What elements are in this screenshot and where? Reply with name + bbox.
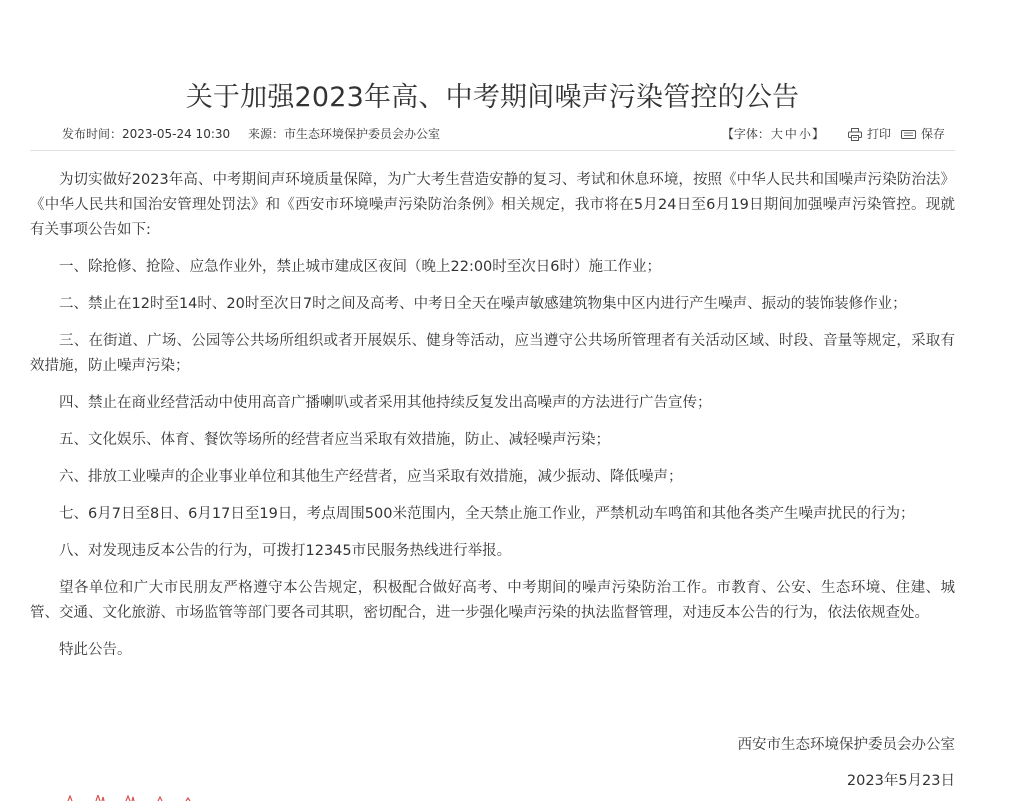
printer-icon xyxy=(848,128,862,141)
font-size-prefix: 【字体： xyxy=(721,127,770,141)
page-title: 关于加强2023年高、中考期间噪声污染管控的公告 xyxy=(185,82,800,114)
article-tools xyxy=(722,124,945,144)
paragraph-item-3: 三、在街道、广场、公园等公共场所组织或者开展娱乐、健身等活动，应当遵守公共场所管理者有关活动区域、时段、音量等规定，采取有效措施，防止噪声污染； xyxy=(30,333,955,374)
font-size-large-button[interactable]: 大 xyxy=(770,127,783,141)
paragraph-closing: 特此公告。 xyxy=(59,642,132,658)
signature-date: 2023年5月23日 xyxy=(846,773,955,789)
save-button[interactable] xyxy=(901,124,945,144)
publish-time: 发布时间：2023-05-24 10:30 xyxy=(62,127,231,141)
paragraph-conclusion: 望各单位和广大市民朋友严格遵守本公告规定，积极配合做好高考、中考期间的噪声污染防治工作。市教育、公安、生态环境、住建、城管、交通、文化旅游、市场监管等部门要各司其职，密切配合，进一步强化噪声污染的执法监督管理，对违反本公告的行为，依法依规查处。 xyxy=(30,580,955,621)
font-size-medium-button[interactable]: 中 xyxy=(784,127,797,141)
article-meta-bar xyxy=(30,124,955,151)
seal-fragment-image xyxy=(60,795,200,801)
paragraph-item-1: 一、除抢修、抢险、应急作业外，禁止城市建成区夜间（晚上22:00时至次日6时）施工作业； xyxy=(59,259,662,275)
paragraph-item-4: 四、禁止在商业经营活动中使用高音广播喇叭或者采用其他持续反复发出高噪声的方法进行广告宣传； xyxy=(59,395,712,411)
paragraph-item-8: 八、对发现违反本公告的行为，可拨打12345市民服务热线进行举报。 xyxy=(59,543,512,559)
save-icon xyxy=(901,130,916,139)
paragraph-intro: 为切实做好2023年高、中考期间声环境质量保障，为广大考生营造安静的复习、考试和休息环境，按照《中华人民共和国噪声污染防治法》《中华人民共和国治安管理处罚法》和《西安市环境噪声污染防治条例》相关规定，我市将在5月24日至6月19日期间加强噪声污染管控。现就有关事项公告如下: xyxy=(30,172,955,238)
paragraph-item-6: 六、排放工业噪声的企业事业单位和其他生产经营者，应当采取有效措施，减少振动、降低噪声； xyxy=(59,469,683,485)
paragraph-item-5: 五、文化娱乐、体育、餐饮等场所的经营者应当采取有效措施，防止、减轻噪声污染； xyxy=(59,432,610,448)
save-label: 保存 xyxy=(920,127,945,141)
font-size-selector xyxy=(722,124,824,144)
article-source: 来源：市生态环境保护委员会办公室 xyxy=(247,127,440,141)
paragraph-item-2: 二、禁止在12时至14时、20时至次日7时之间及高考、中考日全天在噪声敏感建筑物集中区内进行产生噪声、振动的装饰装修作业； xyxy=(59,296,907,312)
signature-organization: 西安市生态环境保护委员会办公室 xyxy=(737,737,955,753)
article-body xyxy=(30,168,955,675)
font-size-suffix: 】 xyxy=(811,127,824,141)
print-label: 打印 xyxy=(866,127,891,141)
paragraph-item-7: 七、6月7日至8日、6月17日至19日，考点周围500米范围内，全天禁止施工作业，严禁机动车鸣笛和其他各类产生噪声扰民的行为； xyxy=(59,506,915,522)
article-info xyxy=(62,124,454,144)
print-button[interactable] xyxy=(848,124,891,144)
font-size-small-button[interactable]: 小 xyxy=(798,127,811,141)
